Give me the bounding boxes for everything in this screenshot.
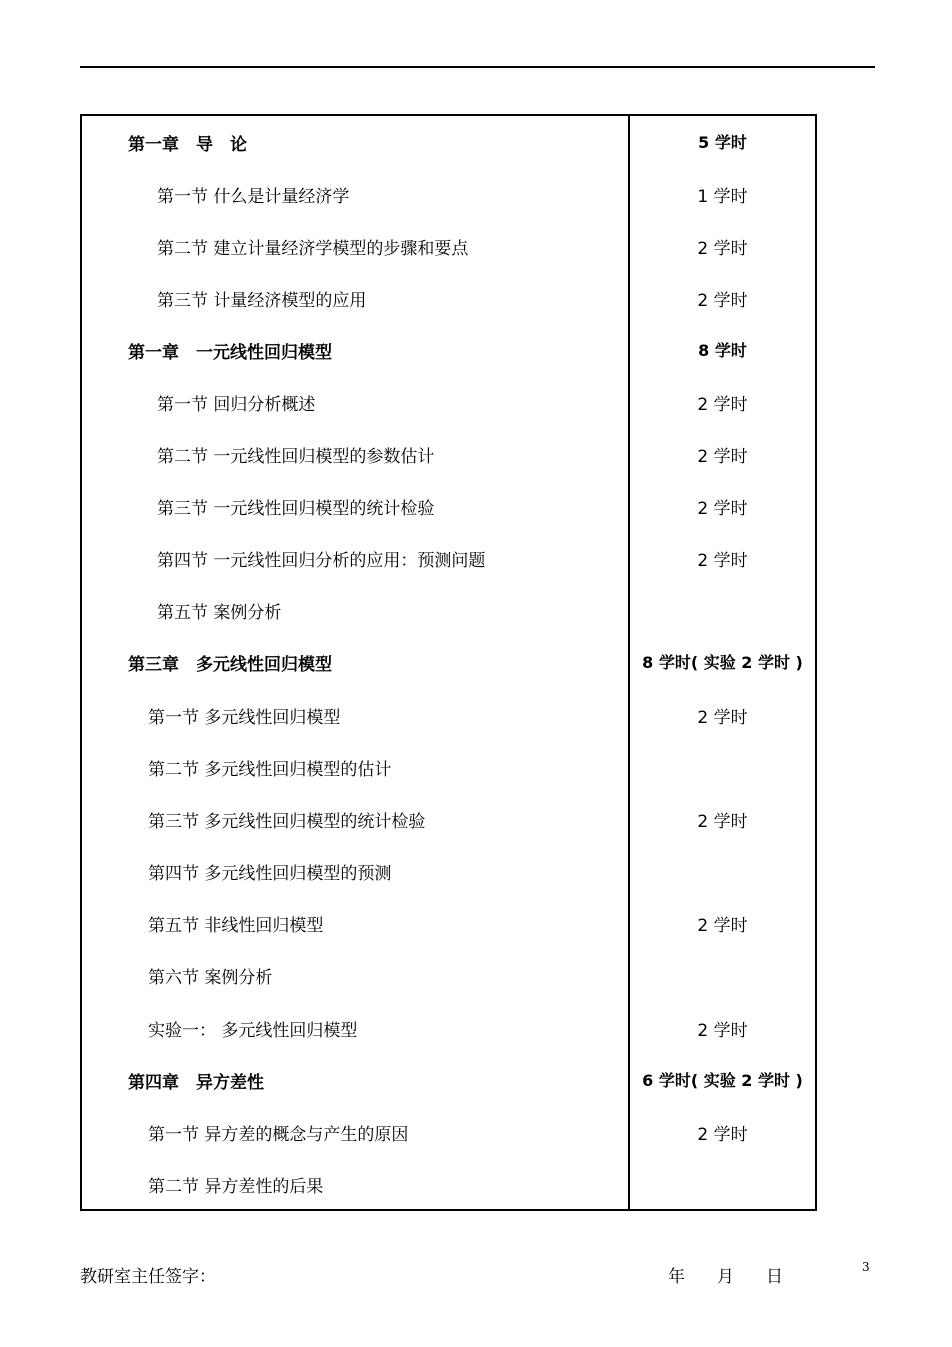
signature-label: 教研室主任签字： xyxy=(80,1267,216,1287)
topic-cell: 第三节 一元线性回归模型的统计检验 xyxy=(157,499,435,519)
hours-cell: 2 学时 xyxy=(697,447,748,467)
topic-cell: 第五节 案例分析 xyxy=(157,603,282,623)
topic-cell: 第二节 异方差性的后果 xyxy=(148,1177,324,1197)
topic-cell: 第四节 一元线性回归分析的应用：预测问题 xyxy=(157,551,486,571)
topic-cell: 第三章 多元线性回归模型 xyxy=(128,655,332,675)
hours-cell: 2 学时 xyxy=(697,551,748,571)
hours-cell: 2 学时 xyxy=(697,1125,748,1145)
table-row xyxy=(82,907,815,937)
hours-cell: 1 学时 xyxy=(697,187,748,207)
table-row xyxy=(82,490,815,520)
table-row xyxy=(82,230,815,260)
topic-cell: 第一节 什么是计量经济学 xyxy=(157,187,350,207)
date-line xyxy=(668,1262,783,1287)
table-row xyxy=(82,1116,815,1146)
month-label: 月 xyxy=(717,1267,734,1287)
topic-cell: 实验一： 多元线性回归模型 xyxy=(148,1021,358,1041)
table-row xyxy=(82,699,815,729)
topic-cell: 第四章 异方差性 xyxy=(128,1073,264,1093)
hours-cell: 2 学时 xyxy=(697,812,748,832)
table-row xyxy=(82,959,815,989)
table-row xyxy=(82,542,815,572)
page-number: 3 xyxy=(862,1260,870,1274)
course-schedule-table xyxy=(80,114,817,1211)
topic-cell: 第一章 导 论 xyxy=(128,135,247,155)
hours-cell: 2 学时 xyxy=(697,708,748,728)
hours-cell: 2 学时 xyxy=(697,499,748,519)
year-label: 年 xyxy=(668,1267,685,1287)
table-row xyxy=(82,1168,815,1198)
hours-cell: 2 学时 xyxy=(697,1021,748,1041)
topic-cell: 第五节 非线性回归模型 xyxy=(148,916,324,936)
table-row xyxy=(82,1064,815,1094)
topic-cell: 第一章 一元线性回归模型 xyxy=(128,343,332,363)
topic-cell: 第四节 多元线性回归模型的预测 xyxy=(148,864,392,884)
table-row xyxy=(82,126,815,156)
topic-cell: 第二节 一元线性回归模型的参数估计 xyxy=(157,447,435,467)
table-row xyxy=(82,334,815,364)
hours-cell: 6 学时( 实验 2 学时 ) xyxy=(642,1071,803,1090)
topic-cell: 第三节 计量经济模型的应用 xyxy=(157,291,367,311)
table-row xyxy=(82,751,815,781)
table-row xyxy=(82,178,815,208)
table-row xyxy=(82,282,815,312)
topic-cell: 第二节 建立计量经济学模型的步骤和要点 xyxy=(157,239,469,259)
topic-cell: 第二节 多元线性回归模型的估计 xyxy=(148,760,392,780)
day-label: 日 xyxy=(766,1267,783,1287)
topic-cell: 第一节 多元线性回归模型 xyxy=(148,708,341,728)
hours-cell: 5 学时 xyxy=(698,133,747,152)
topic-cell: 第一节 回归分析概述 xyxy=(157,395,316,415)
topic-cell: 第一节 异方差的概念与产生的原因 xyxy=(148,1125,409,1145)
table-row xyxy=(82,855,815,885)
table-row xyxy=(82,646,815,676)
topic-cell: 第三节 多元线性回归模型的统计检验 xyxy=(148,812,426,832)
header-rule xyxy=(80,66,875,68)
table-row xyxy=(82,803,815,833)
hours-cell: 8 学时( 实验 2 学时 ) xyxy=(642,653,803,672)
hours-cell: 8 学时 xyxy=(698,341,747,360)
hours-cell: 2 学时 xyxy=(697,239,748,259)
hours-cell: 2 学时 xyxy=(697,916,748,936)
topic-cell: 第六节 案例分析 xyxy=(148,968,273,988)
hours-cell: 2 学时 xyxy=(697,395,748,415)
table-row xyxy=(82,1012,815,1042)
table-row xyxy=(82,438,815,468)
table-row xyxy=(82,594,815,624)
hours-cell: 2 学时 xyxy=(697,291,748,311)
table-row xyxy=(82,386,815,416)
